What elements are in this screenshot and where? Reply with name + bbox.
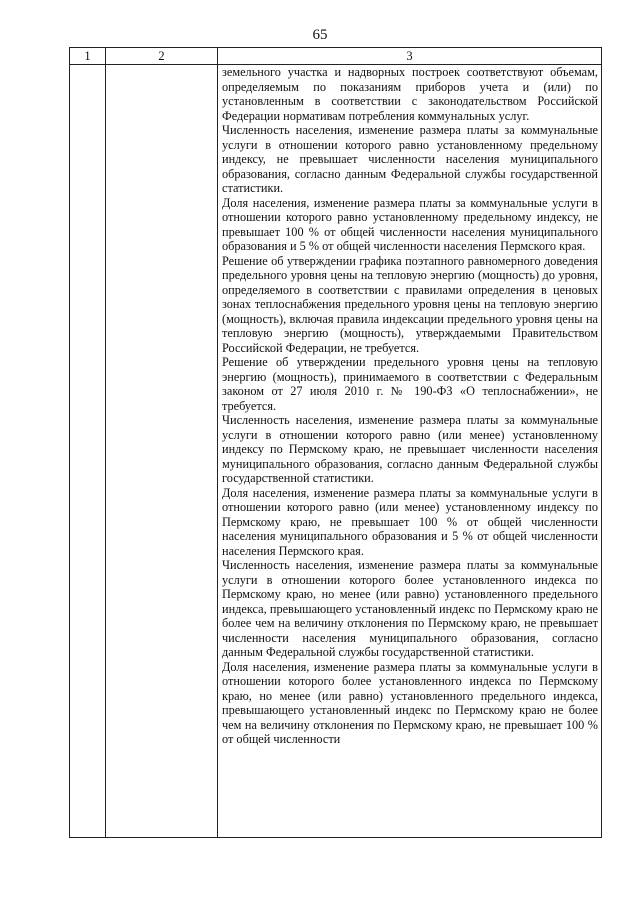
table-row <box>70 65 602 838</box>
table-header-row <box>70 48 602 65</box>
document-table <box>69 47 602 838</box>
paragraph: Численность населения, изменение размера платы за коммунальные услуги в отношении которого равно (или менее) установленному индексу по Пермскому краю, не превышает численности населения муниципального образования, согласно данным Федеральной службы государственной статистики. <box>222 413 598 485</box>
paragraph: Численность населения, изменение размера платы за коммунальные услуги в отношении которого равно установленному предельному индексу, не превышает численности населения муниципального образования, согласно данным Федеральной службы государственной статистики. <box>222 123 598 195</box>
page-number: 65 <box>312 27 328 43</box>
column-1-cell <box>70 65 106 838</box>
paragraph: Доля населения, изменение размера платы за коммунальные услуги в отношении которого равно (или менее) установленному индексу по Пермскому краю, не превышает 100 % от общей численности населения муниципального образования и 5 % от общей численности населения Пермского края. <box>222 485 598 558</box>
column-2-cell <box>106 65 218 838</box>
column-3-cell <box>218 65 602 838</box>
column-header-1: 1 <box>70 48 106 65</box>
cell-text <box>218 65 601 747</box>
paragraph: земельного участка и надворных построек соответствуют объемам, определяемым по показаниям приборов учета и (или) по установленным в соответствии с законодательством Российской Федерации нормативам потребления коммунальных услуг. <box>222 65 598 123</box>
paragraph: Доля населения, изменение размера платы за коммунальные услуги в отношении которого равно установленному предельному индексу, не превышает 100 % от общей численности населения муниципального образования и 5 % от общей численности населения Пермского края. <box>222 195 598 253</box>
column-header-2: 2 <box>106 48 218 65</box>
paragraph: Доля населения, изменение размера платы за коммунальные услуги в отношении которого более установленного индекса по Пермскому краю, но менее (или равно) установленного предельного индекса, превышающего установленный индекс по Пермскому краю не более чем на величину отклонения по Пермскому краю, не превышает 100 % от общей численности <box>222 659 598 746</box>
column-header-3: 3 <box>218 48 602 65</box>
paragraph: Численность населения, изменение размера платы за коммунальные услуги в отношении которого более установленного индекса по Пермскому краю, но менее (или равно) установленного предельного индекса, превышающего установленный индекс по Пермскому краю не более чем на величину отклонения по Пермскому краю, не превышает численности населения муниципального образования, согласно данным Федеральной службы государственной статистики. <box>222 558 598 659</box>
paragraph: Решение об утверждении предельного уровня цены на тепловую энергию (мощность), принимаемого в соответствии с Федеральным законом от 27 июля 2010 г. № 190-ФЗ «О теплоснабжении», не требуется. <box>222 355 598 413</box>
paragraph: Решение об утверждении графика поэтапного равномерного доведения предельного уровня цены на тепловую энергию (мощность) до уровня, определяемого в соответствии с правилами определения в ценовых зонах теплоснабжения предельного уровня цены на тепловую энергию (мощность), включая правила индексации предельного уровня цены на тепловую энергию (мощность), утверждаемыми Правительством Российской Федерации, не требуется. <box>222 253 598 355</box>
